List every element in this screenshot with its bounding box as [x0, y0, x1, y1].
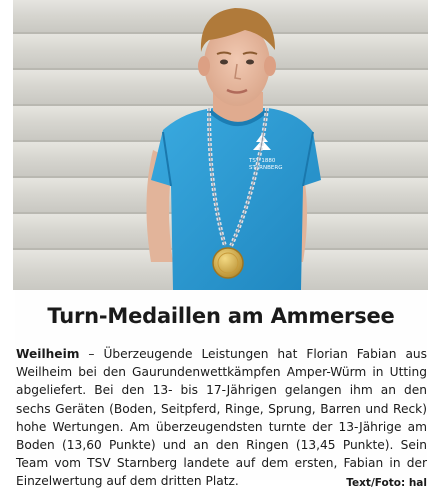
- article-body-text: – Überzeugende Leistungen hat Florian Fabian aus Weilheim bei den Gaurundenwettkämpfen Amper-Würm in Utting abgeliefert. Bei den 13- bis 17-Jährigen gelangen ihm an den sechs Geräten (Boden, Seitpferd, Ringe, Sprung, Barren und Reck) hohe Wertungen. Am überzeugendsten turnte der 13-Jährige am Boden (13,60 Punkte) und an den Ringen (13,45 Punkte). Sein Team vom TSV Starnberg landete auf dem ersten, Fabian in der Einzelwertung auf dem dritten Platz.: [16, 347, 427, 489]
- page-margin-right: [428, 0, 438, 480]
- article-body: [16, 345, 427, 493]
- article-photo: [13, 0, 428, 290]
- boy-with-medal-photo: [13, 0, 428, 290]
- shirt-text-2: STARNBERG: [249, 165, 283, 171]
- article-headline: Turn-Medaillen am Ammersee: [47, 304, 395, 328]
- photo-credit: Text/Foto: hal: [346, 477, 427, 490]
- shirt-text-1: TSV 1880: [249, 158, 276, 164]
- page-margin-left: [0, 0, 13, 480]
- article-dateline: Weilheim: [16, 347, 80, 361]
- news-article: [15, 290, 427, 490]
